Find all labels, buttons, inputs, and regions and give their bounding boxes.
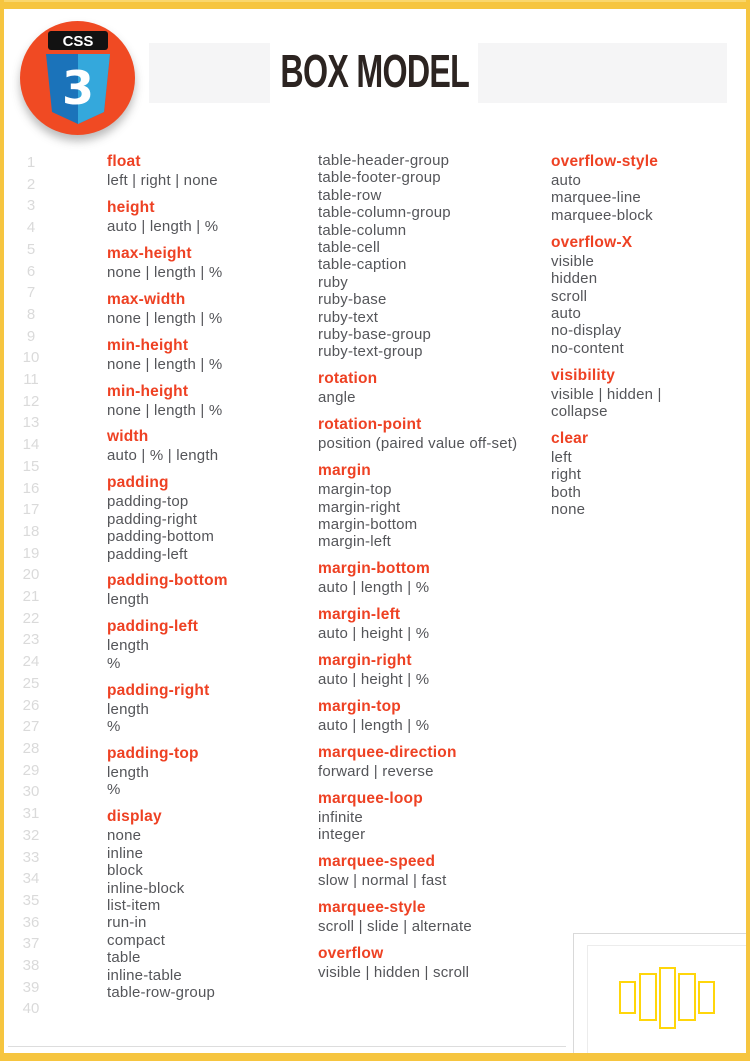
property-value: inline-table — [107, 966, 182, 984]
line-number: 26 — [22, 696, 40, 714]
line-number: 25 — [22, 674, 40, 692]
property-block — [107, 617, 307, 672]
property-value: ruby-text-group — [318, 343, 423, 361]
property-value: auto | % | length — [107, 447, 219, 465]
property-value: auto | length | % — [318, 717, 430, 735]
property-value: table-column — [318, 221, 407, 239]
property-value: right — [551, 466, 582, 484]
property-name: height — [107, 198, 155, 216]
line-number: 3 — [26, 197, 36, 215]
property-column-3 — [551, 152, 736, 527]
property-value: padding-top — [107, 493, 189, 511]
property-value: none | length | % — [107, 401, 223, 419]
property-value: auto | length | % — [107, 217, 219, 235]
property-block — [107, 290, 307, 327]
property-value: no-content — [551, 339, 624, 357]
property-block — [551, 152, 736, 224]
property-value: ruby-text — [318, 308, 379, 326]
frame-right-bar — [746, 0, 750, 1061]
property-name: display — [107, 808, 162, 826]
property-value: padding-right — [107, 510, 198, 528]
line-number: 16 — [22, 479, 40, 497]
line-number: 22 — [22, 609, 40, 627]
line-number: 28 — [22, 739, 40, 757]
property-block — [107, 382, 307, 419]
property-value: list-item — [107, 896, 161, 914]
box-model-bars-icon — [619, 967, 715, 1029]
line-number: 20 — [22, 566, 40, 584]
line-number-gutter — [16, 152, 46, 1020]
line-number: 19 — [22, 544, 40, 562]
property-name: max-width — [107, 290, 186, 308]
property-value: length — [107, 700, 150, 718]
page-title: BOX MODEL — [280, 45, 470, 97]
line-number: 39 — [22, 978, 40, 996]
property-value: ruby-base-group — [318, 326, 432, 344]
line-number: 24 — [22, 653, 40, 671]
line-number: 30 — [22, 783, 40, 801]
line-number: 33 — [22, 848, 40, 866]
property-name: marquee-style — [318, 899, 426, 917]
line-number: 6 — [26, 262, 36, 280]
property-name: margin-right — [318, 652, 412, 670]
line-number: 11 — [23, 371, 39, 389]
property-name: margin — [318, 462, 371, 480]
line-number: 21 — [22, 588, 40, 606]
property-value: table-cell — [318, 239, 381, 257]
property-value: table-header-group — [318, 152, 450, 169]
css3-logo-icon — [20, 21, 135, 135]
line-number: 34 — [22, 870, 40, 888]
frame-left-bar — [0, 0, 4, 1061]
line-number: 8 — [26, 305, 36, 323]
property-block — [551, 233, 736, 357]
property-value: % — [107, 654, 121, 672]
property-block — [318, 369, 538, 406]
property-value: length — [107, 764, 150, 781]
property-name: max-height — [107, 244, 192, 262]
property-value: table-caption — [318, 256, 407, 274]
property-block — [318, 789, 538, 844]
property-value: compact — [107, 931, 166, 949]
property-name: overflow-X — [551, 233, 633, 251]
property-column-2 — [318, 152, 538, 990]
property-value: none | length | % — [107, 309, 223, 327]
property-value: auto | height | % — [318, 625, 430, 643]
line-number: 37 — [22, 935, 40, 953]
property-name: overflow — [318, 944, 384, 962]
line-number: 29 — [22, 761, 40, 779]
property-value: margin-top — [318, 481, 392, 499]
line-number: 9 — [26, 327, 36, 345]
property-column-1 — [107, 152, 307, 1010]
property-block — [107, 807, 307, 1001]
property-block — [107, 744, 307, 799]
footer-divider — [8, 1046, 566, 1047]
line-number: 35 — [22, 891, 40, 909]
property-value: inline — [107, 844, 144, 862]
property-name: margin-left — [318, 606, 401, 624]
property-name: padding-left — [107, 618, 199, 636]
line-number: 5 — [26, 240, 36, 258]
property-value: margin-right — [318, 498, 401, 516]
property-value: left | right | none — [107, 172, 218, 189]
line-number: 14 — [22, 436, 40, 454]
property-value: no-display — [551, 322, 622, 340]
property-value: margin-left — [318, 533, 392, 551]
property-value: infinite — [318, 808, 363, 826]
property-value: padding-left — [107, 545, 188, 563]
property-value: forward | reverse — [318, 762, 434, 780]
property-block — [551, 429, 736, 519]
property-value: table-row-group — [107, 983, 216, 1001]
property-name: float — [107, 153, 141, 170]
property-block — [318, 743, 538, 780]
property-block — [551, 366, 736, 421]
property-value: table-row — [318, 186, 382, 204]
frame-top-bar — [0, 0, 750, 9]
line-number: 40 — [22, 1000, 40, 1018]
property-block — [318, 898, 538, 935]
property-value: length — [107, 591, 150, 609]
property-value: auto | length | % — [318, 579, 430, 597]
property-block — [107, 473, 307, 563]
line-number: 18 — [22, 522, 40, 540]
property-block — [318, 651, 538, 688]
property-value: visible — [551, 252, 595, 270]
property-value: table-footer-group — [318, 169, 441, 187]
property-value: visible | hidden | — [551, 385, 662, 403]
property-name: padding-right — [107, 681, 210, 699]
property-value: margin-bottom — [318, 516, 418, 533]
property-block — [318, 605, 538, 642]
property-name: width — [107, 428, 149, 446]
line-number: 38 — [22, 957, 40, 975]
property-name: min-height — [107, 382, 189, 400]
line-number: 15 — [22, 457, 40, 475]
logo-css-text: CSS — [62, 33, 93, 50]
property-value: left — [551, 448, 572, 466]
line-number: 7 — [26, 284, 36, 302]
property-value: integer — [318, 826, 366, 844]
property-value: visible | hidden | scroll — [318, 963, 470, 981]
line-number: 12 — [22, 392, 40, 410]
property-name: marquee-direction — [318, 743, 457, 761]
property-block — [107, 336, 307, 373]
property-value: position (paired value off-set) — [318, 435, 518, 453]
property-name: clear — [551, 429, 589, 447]
line-number: 1 — [26, 154, 36, 171]
property-name: overflow-style — [551, 153, 659, 170]
logo-number-3: 3 — [61, 61, 94, 115]
line-number: 36 — [22, 913, 40, 931]
property-value: none — [107, 827, 142, 845]
property-value: both — [551, 483, 581, 501]
property-value: hidden — [551, 270, 598, 288]
property-value: none | length | % — [107, 263, 223, 281]
line-number: 2 — [26, 175, 36, 193]
line-number: 4 — [26, 219, 36, 237]
property-value: collapse — [551, 403, 608, 421]
property-value: auto | height | % — [318, 671, 430, 689]
property-block — [107, 198, 307, 235]
property-value: % — [107, 718, 121, 736]
property-value: auto — [551, 304, 581, 322]
property-block — [318, 852, 538, 889]
property-value: % — [107, 781, 121, 799]
property-value: inline-block — [107, 879, 185, 897]
line-number: 32 — [22, 826, 40, 844]
property-value: table — [107, 949, 141, 967]
line-number: 27 — [22, 718, 40, 736]
frame-bottom-bar — [0, 1053, 750, 1061]
property-name: marquee-loop — [318, 789, 423, 807]
property-block — [107, 427, 307, 464]
property-value: none | length | % — [107, 355, 223, 373]
property-name: margin-top — [318, 698, 401, 716]
property-block — [107, 571, 307, 608]
property-value: angle — [318, 389, 356, 407]
property-name: padding-top — [107, 745, 199, 762]
property-value: ruby-base — [318, 291, 387, 309]
property-value: marquee-line — [551, 189, 641, 207]
line-number: 23 — [22, 631, 40, 649]
property-name: margin-bottom — [318, 560, 430, 578]
css3-shield-icon — [38, 29, 118, 127]
line-number: 17 — [22, 501, 40, 519]
property-value: ruby — [318, 273, 348, 291]
line-number: 31 — [22, 805, 40, 823]
property-block — [318, 152, 538, 361]
property-value: marquee-block — [551, 206, 653, 224]
property-value: length — [107, 637, 150, 655]
property-value: block — [107, 862, 144, 880]
property-block — [107, 681, 307, 736]
property-name: rotation-point — [318, 416, 422, 434]
property-name: marquee-speed — [318, 853, 436, 871]
property-block — [107, 244, 307, 281]
property-value: auto — [551, 172, 581, 189]
property-value: slow | normal | fast — [318, 872, 447, 890]
line-number: 10 — [22, 349, 40, 367]
property-block — [318, 461, 538, 551]
property-block — [318, 944, 538, 981]
property-block — [318, 559, 538, 596]
property-value: scroll — [551, 287, 588, 305]
property-value: scroll | slide | alternate — [318, 918, 472, 936]
property-value: run-in — [107, 914, 147, 932]
property-name: rotation — [318, 370, 378, 388]
property-block — [107, 152, 307, 189]
property-value: padding-bottom — [107, 528, 215, 546]
property-name: padding-bottom — [107, 572, 228, 590]
property-block — [318, 415, 538, 452]
line-number: 13 — [22, 414, 40, 432]
property-name: visibility — [551, 366, 616, 384]
property-block — [318, 697, 538, 734]
property-value: table-column-group — [318, 204, 451, 222]
property-name: min-height — [107, 336, 189, 354]
property-name: padding — [107, 474, 169, 492]
property-value: none — [551, 501, 586, 519]
